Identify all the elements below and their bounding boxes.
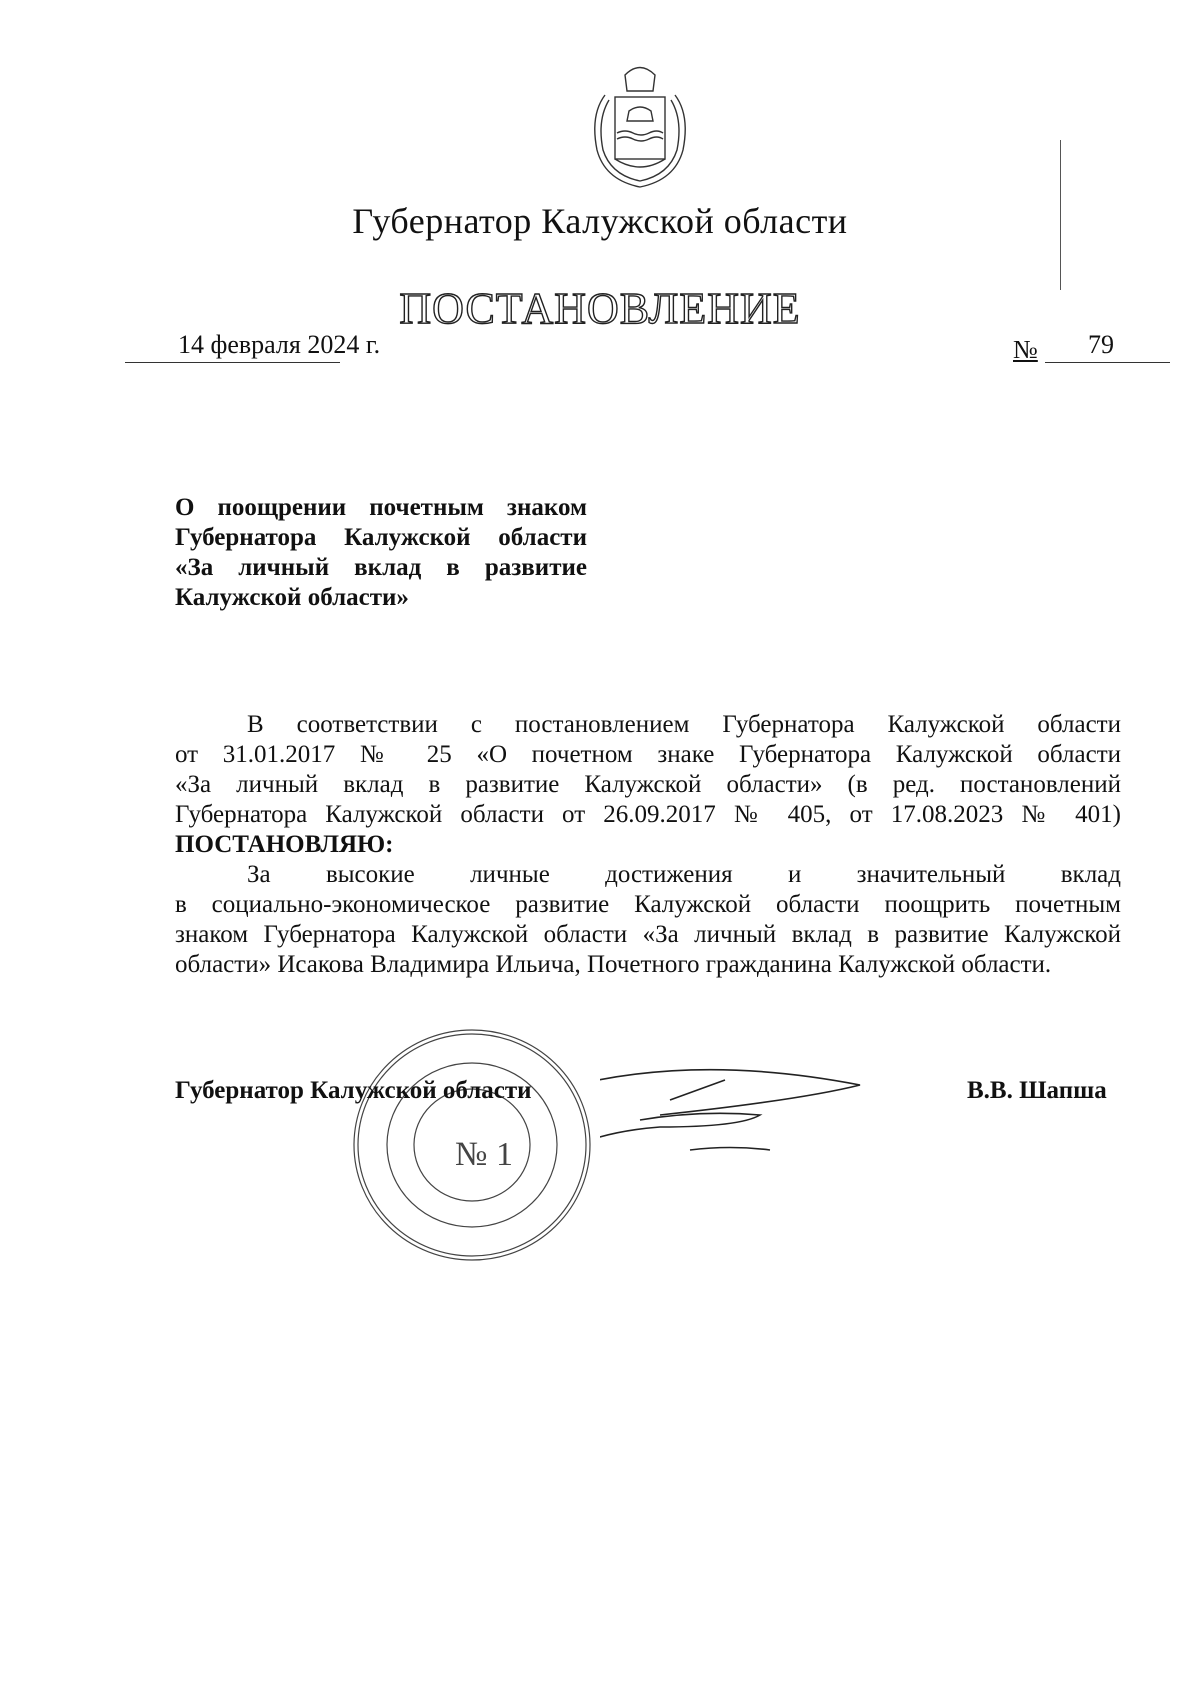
handwritten-signature: [600, 1055, 950, 1175]
body-line: Губернатора Калужской области от 26.09.2017 № 405, от 17.08.2023 № 401): [175, 801, 1121, 828]
body-line: «За личный вклад в развитие Калужской области» (в ред. постановлений: [175, 771, 1121, 798]
number-underline: [1045, 362, 1170, 363]
margin-line: [1060, 140, 1061, 290]
body-line: в социально-экономическое развитие Калужской области поощрить почетным: [175, 891, 1121, 918]
signatory-title: Губернатор Калужской области: [175, 1077, 532, 1104]
subject-line: О поощрении почетным знаком: [175, 494, 587, 521]
date-underline: [125, 362, 340, 363]
subject-line: «За личный вклад в развитие: [175, 554, 587, 581]
official-stamp: [350, 1025, 595, 1265]
document-date: 14 февраля 2024 г.: [178, 330, 381, 359]
body-line: области» Исакова Владимира Ильича, Почетного гражданина Калужской области.: [175, 951, 1052, 978]
svg-text:№ 1: № 1: [455, 1136, 513, 1173]
coat-of-arms-emblem: [585, 55, 695, 190]
subject-line: Калужской области»: [175, 584, 409, 611]
body-line: В соответствии с постановлением Губернатора Калужской области: [247, 711, 1121, 738]
document-subject: [175, 493, 587, 613]
document-body: [175, 710, 1121, 980]
signatory-name: В.В. Шапша: [967, 1077, 1107, 1104]
document-number: 79: [1088, 330, 1114, 359]
decree-word: ПОСТАНОВЛЯЮ:: [175, 831, 394, 858]
subject-line: Губернатора Калужской области: [175, 524, 587, 551]
body-line: За высокие личные достижения и значительный вклад: [247, 861, 1121, 888]
document-type: ПОСТАНОВЛЕНИЕ: [399, 284, 801, 333]
number-label: №: [1013, 335, 1038, 364]
body-line: от 31.01.2017 № 25 «О почетном знаке Губернатора Калужской области: [175, 741, 1121, 768]
organization-title: Губернатор Калужской области: [352, 201, 848, 241]
body-line: знаком Губернатора Калужской области «За личный вклад в развитие Калужской: [175, 921, 1121, 948]
